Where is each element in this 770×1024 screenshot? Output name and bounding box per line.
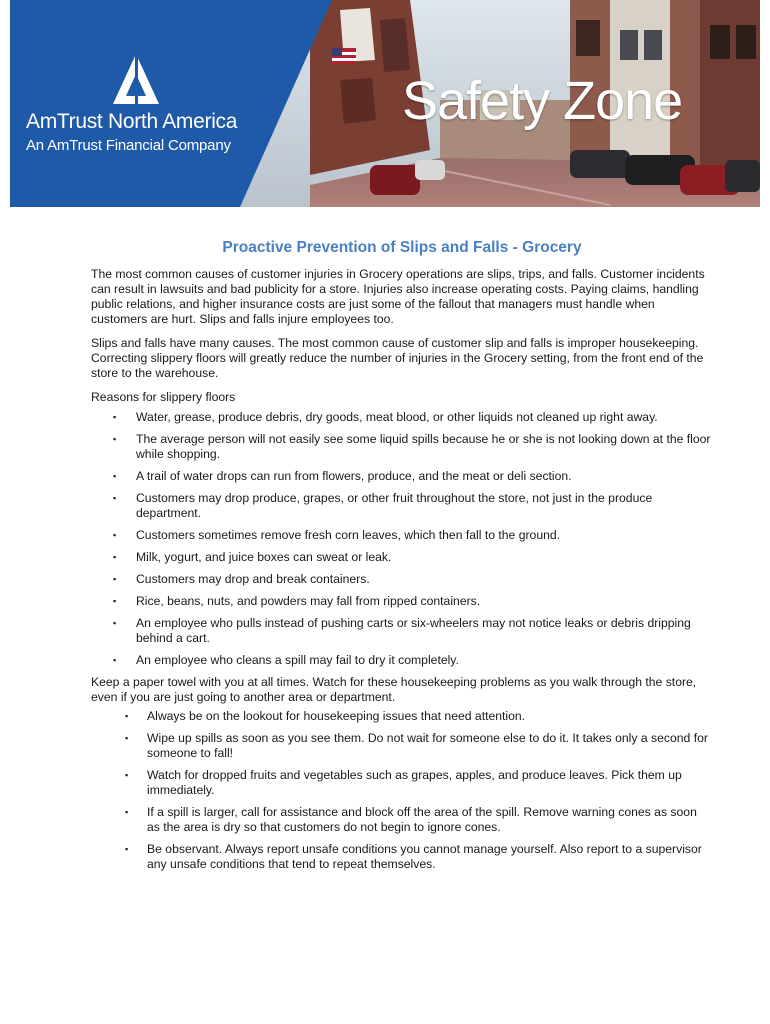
list-item: ▪ The average person will not easily see some liquid spills because he or she is not looking down at the floor while shopping. xyxy=(91,432,713,462)
intro-paragraph: The most common causes of customer injuries in Grocery operations are slips, trips, and falls. Customer incidents can result in lawsuits and bad publicity for a store. Injuries also increase operating costs. Paying claims, handling public relations, and higher insurance costs are just some of the fallout that managers must handle when customers are hurt. Slips and falls injure employees too. xyxy=(91,267,705,326)
list-item: ▪ Always be on the lookout for housekeeping issues that need attention. xyxy=(91,709,713,724)
list-item: ▪ Customers sometimes remove fresh corn leaves, which then fall to the ground. xyxy=(91,528,713,543)
list-item: ▪ Customers may drop produce, grapes, or other fruit throughout the store, not just in the produce department. xyxy=(91,491,713,521)
list-item: ▪ Water, grease, produce debris, dry goods, meat blood, or other liquids not cleaned up right away. xyxy=(91,410,713,425)
list-item: ▪ An employee who pulls instead of pushing carts or six-wheelers may not notice leaks or debris dripping behind a cart. xyxy=(91,616,713,646)
banner-title: Safety Zone xyxy=(402,71,683,131)
reasons-heading: Reasons for slippery floors xyxy=(91,390,236,404)
list-item: ▪ Wipe up spills as soon as you see them. Do not wait for someone else to do it. It takes only a second for someone to fall! xyxy=(91,731,713,761)
list-item: ▪ Watch for dropped fruits and vegetables such as grapes, apples, and produce leaves. Pick them up immediately. xyxy=(91,768,713,798)
reasons-list xyxy=(91,410,713,668)
header-banner xyxy=(10,0,760,207)
document-body xyxy=(91,240,713,879)
list-item: ▪ If a spill is larger, call for assistance and block off the area of the spill. Remove warning cones as soon as the area is dry so that customers do not begin to ignore cones. xyxy=(91,805,713,835)
list-item: ▪ Rice, beans, nuts, and powders may fall from ripped containers. xyxy=(91,594,713,609)
intro-paragraph: Slips and falls have many causes. The most common cause of customer slip and falls is improper housekeeping. Correcting slippery floors will greatly reduce the number of injuries in the Grocery setting, from the front end of the store to the warehouse. xyxy=(91,336,704,380)
tips-intro: Keep a paper towel with you at all times. Watch for these housekeeping problems as you walk through the store, even if you are just going to another area or department. xyxy=(91,675,697,704)
tips-list xyxy=(91,709,713,872)
list-item: ▪ Be observant. Always report unsafe conditions you cannot manage yourself. Also report to a supervisor any unsafe conditions that tend to repeat themselves. xyxy=(91,842,713,872)
list-item: ▪ A trail of water drops can run from flowers, produce, and the meat or deli section. xyxy=(91,469,713,484)
list-item: ▪ Milk, yogurt, and juice boxes can sweat or leak. xyxy=(91,550,713,565)
amtrust-logo-icon xyxy=(113,54,159,104)
list-item: ▪ An employee who cleans a spill may fail to dry it completely. xyxy=(91,653,713,668)
company-tagline: An AmTrust Financial Company xyxy=(26,137,231,154)
list-item: ▪ Customers may drop and break containers. xyxy=(91,572,713,587)
company-name: AmTrust North America xyxy=(26,110,238,133)
document-title: Proactive Prevention of Slips and Falls - Grocery xyxy=(222,239,582,256)
